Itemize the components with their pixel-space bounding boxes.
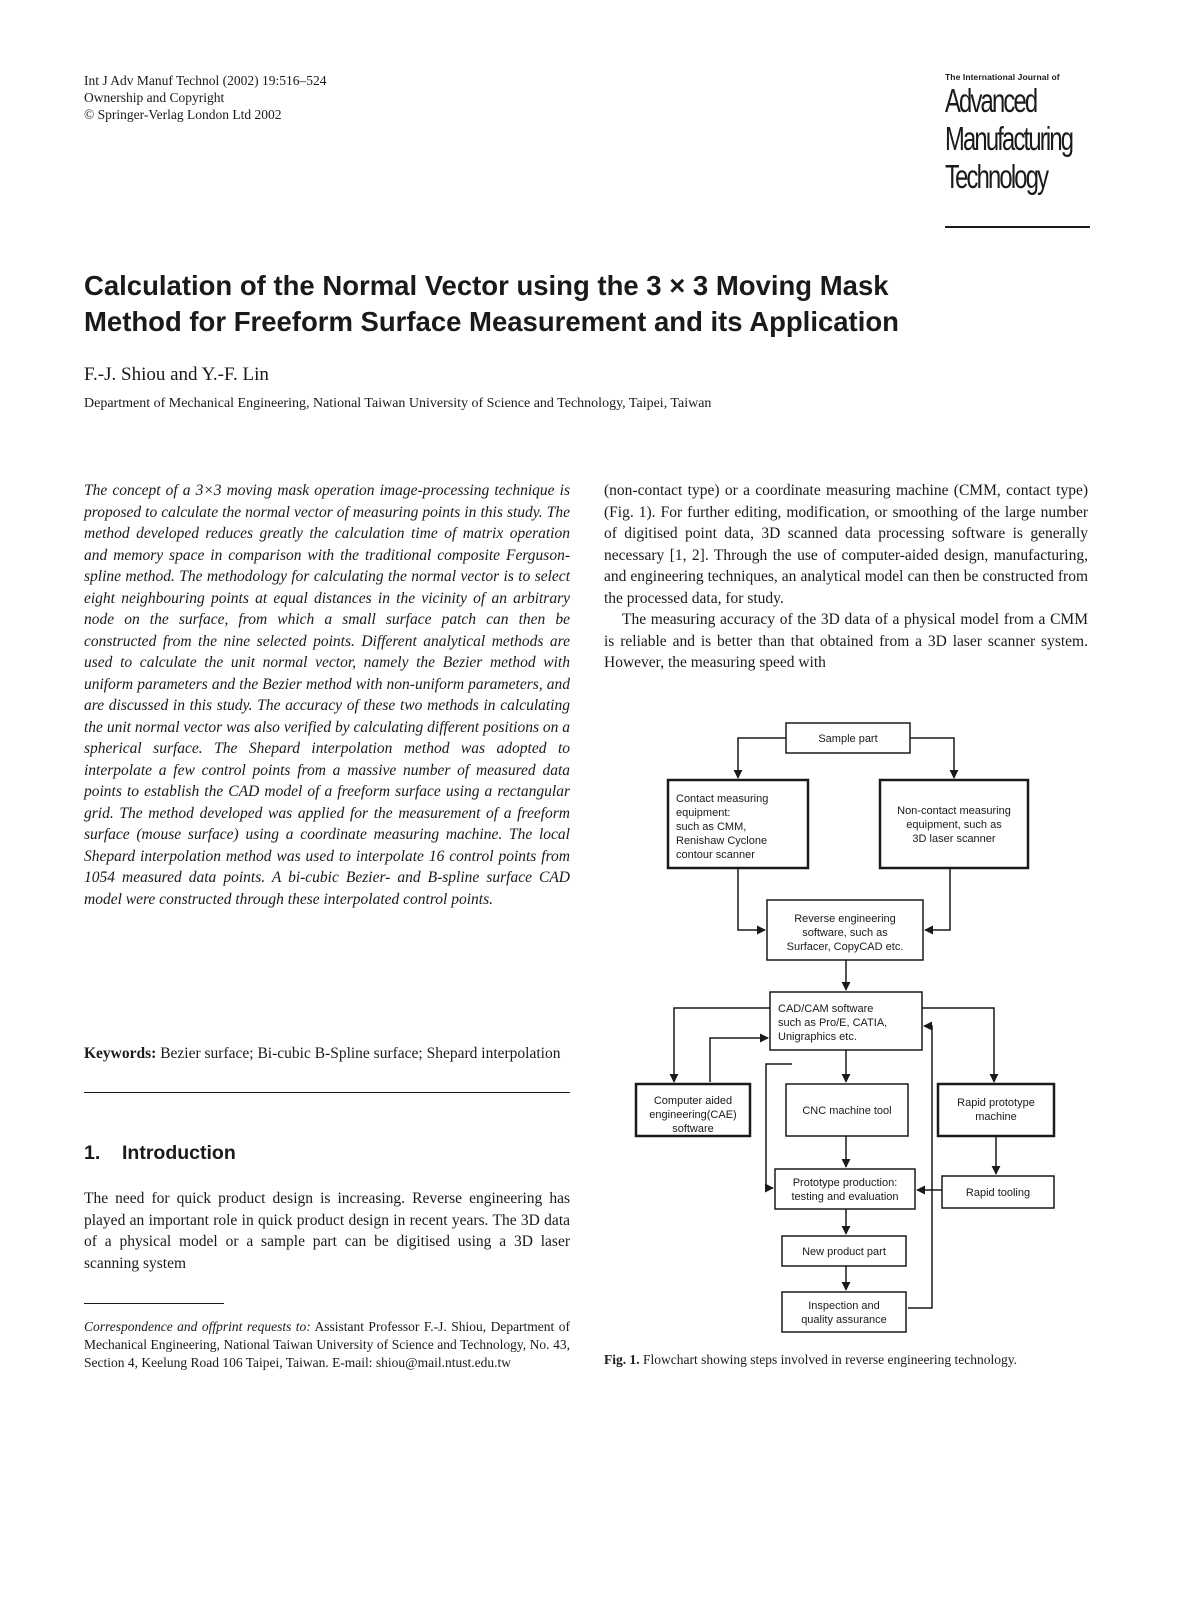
flow-label: Computer aided — [653, 1095, 733, 1107]
section-number: 1. — [84, 1142, 101, 1164]
flow-label: Renishaw Cyclone — [676, 835, 768, 847]
flow-label: CAD/CAM software — [778, 1003, 874, 1015]
flow-label: CNC machine tool — [802, 1105, 892, 1117]
citation-line: © Springer-Verlag London Ltd 2002 — [84, 107, 282, 122]
flow-box-prototype — [775, 1169, 915, 1209]
flow-label: quality assurance — [801, 1314, 887, 1326]
right-column-text — [604, 480, 1088, 674]
flow-arrow — [922, 1008, 994, 1082]
flow-label: Surfacer, CopyCAD etc. — [786, 941, 904, 953]
flow-label: Sample part — [818, 733, 878, 745]
figure-caption-text: Flowchart showing steps involved in reverse engineering technology. — [639, 1352, 1018, 1367]
keywords-label: Keywords: — [84, 1045, 157, 1062]
journal-logo-word: Advanced — [945, 82, 1037, 119]
journal-logo-rule — [945, 226, 1090, 228]
paragraph: (non-contact type) or a coordinate measuring machine (CMM, contact type) (Fig. 1). For further editing, modification, or smoothing of the large number of digitised point data, 3D scanned data processing software is generally necessary [1, 2]. Through the use of computer-aided design, manufacturing, and engineering techniques, an analytical model can then be constructed from the processed data, for study. — [604, 482, 1088, 607]
footnote-divider — [84, 1303, 224, 1304]
flow-label: equipment, such as — [906, 819, 1002, 831]
journal-logo-word: Manufacturing — [945, 120, 1073, 157]
flow-label: software, such as — [802, 927, 888, 939]
flow-label: Unigraphics etc. — [778, 1031, 857, 1043]
paper-title-line: Method for Freeform Surface Measurement and its Application — [84, 306, 899, 337]
flow-arrow — [738, 738, 786, 778]
flow-label: Inspection and — [808, 1300, 880, 1312]
flow-label: such as CMM, — [676, 821, 747, 833]
keywords — [84, 1043, 570, 1065]
flow-arrow — [908, 1026, 932, 1308]
flow-label: Reverse engineering — [794, 913, 896, 925]
footnote — [84, 1318, 570, 1372]
citation-line: Ownership and Copyright — [84, 90, 225, 105]
flow-label: contour scanner — [676, 849, 755, 861]
flow-label: Prototype production: — [792, 1177, 898, 1189]
citation-block — [84, 72, 327, 123]
figure-caption-label: Fig. 1. — [604, 1352, 640, 1367]
flow-arrow — [910, 738, 954, 778]
affiliation: Department of Mechanical Engineering, National Taiwan University of Science and Technology, Taipei, Taiwan — [84, 396, 712, 411]
flow-label: Rapid tooling — [965, 1187, 1031, 1199]
paragraph: The measuring accuracy of the 3D data of a physical model from a CMM is reliable and is better than that obtained from a 3D laser scanner system. However, the measuring speed with — [604, 611, 1088, 671]
flowchart — [620, 708, 1070, 1338]
flow-arrow — [925, 868, 950, 930]
flow-label: New product part — [802, 1246, 886, 1258]
flow-label: Contact measuring — [676, 793, 769, 805]
journal-logo-word: Technology — [945, 158, 1048, 195]
flow-box-rapid-proto — [938, 1084, 1054, 1136]
journal-logo — [945, 72, 1090, 196]
paper-title — [84, 268, 1094, 340]
section-title: Introduction — [122, 1142, 236, 1164]
footnote-label: Correspondence and offprint requests to: — [84, 1319, 311, 1334]
flow-arrow — [674, 1008, 770, 1082]
flow-label: 3D laser scanner — [912, 833, 996, 845]
abstract: The concept of a 3×3 moving mask operation image-processing technique is proposed to calculate the normal vector of measuring points in this study. The method developed reduces greatly the calculation time of matrix operation and memory space in comparison with the traditional composite Ferguson-spline method. The methodology for calculating the normal vector is to select eight neighbouring points at equal distances in the vicinity of an arbitrary node on the surface, from which a small surface patch can then be constructed from the nine selected points. Different analytical methods are used to calculate the unit normal vector, namely the Bezier method with uniform parameters and the Bezier method with non-uniform parameters, and are discussed in this study. The accuracy of these two methods in calculating the unit normal vector was also verified by calculating different positions on a spherical surface. The Shepard interpolation method was adopted to interpolate a few control points from a massive number of measured data points to establish the CAD model of a freeform surface using a rectangular grid. The method developed was applied for the measurement of a freeform surface (mouse surface) using a coordinate measuring machine. The local Shepard interpolation method was used to interpolate 16 control points from 1054 measured data points. A bi-cubic Bezier- and B-spline surface CAD model were constructed through these interpolated control points. — [84, 482, 570, 908]
paper-title-line: Calculation of the Normal Vector using the 3 × 3 Moving Mask — [84, 270, 889, 301]
keywords-text: Bezier surface; Bi-cubic B-Spline surface; Shepard interpolation — [160, 1045, 561, 1062]
section-heading — [84, 1142, 236, 1165]
flow-label: such as Pro/E, CATIA, — [778, 1017, 888, 1029]
flow-label: Rapid prototype — [957, 1097, 1035, 1109]
intro-paragraph: The need for quick product design is increasing. Reverse engineering has played an important role in quick product design in recent years. The 3D data of a physical model or a sample part can be digitised using a 3D laser scanning system — [84, 1190, 570, 1272]
authors: F.-J. Shiou and Y.-F. Lin — [84, 364, 269, 385]
flow-arrow — [738, 868, 765, 930]
divider — [84, 1092, 570, 1093]
flow-label: equipment: — [676, 807, 731, 819]
flow-arrow — [710, 1038, 768, 1082]
flow-label: machine — [975, 1111, 1017, 1123]
footnote-text: Assistant Professor F.-J. Shiou, Department of Mechanical Engineering, National Taiwan University of Science and Technology, No. 43, Section 4, Keelung Road 106 Taipei, Taiwan. E-mail: shiou@mail.ntust.edu.tw — [84, 1319, 570, 1370]
flow-box-inspection — [782, 1292, 906, 1332]
flow-label: software — [672, 1123, 714, 1135]
citation-line: Int J Adv Manuf Technol (2002) 19:516–524 — [84, 73, 327, 88]
figure-caption — [604, 1351, 1088, 1369]
flow-label: Non-contact measuring — [897, 805, 1011, 817]
journal-logo-kicker: The International Journal of — [945, 72, 1060, 82]
flow-label: engineering(CAE) — [649, 1109, 737, 1121]
flow-label: testing and evaluation — [791, 1191, 899, 1203]
